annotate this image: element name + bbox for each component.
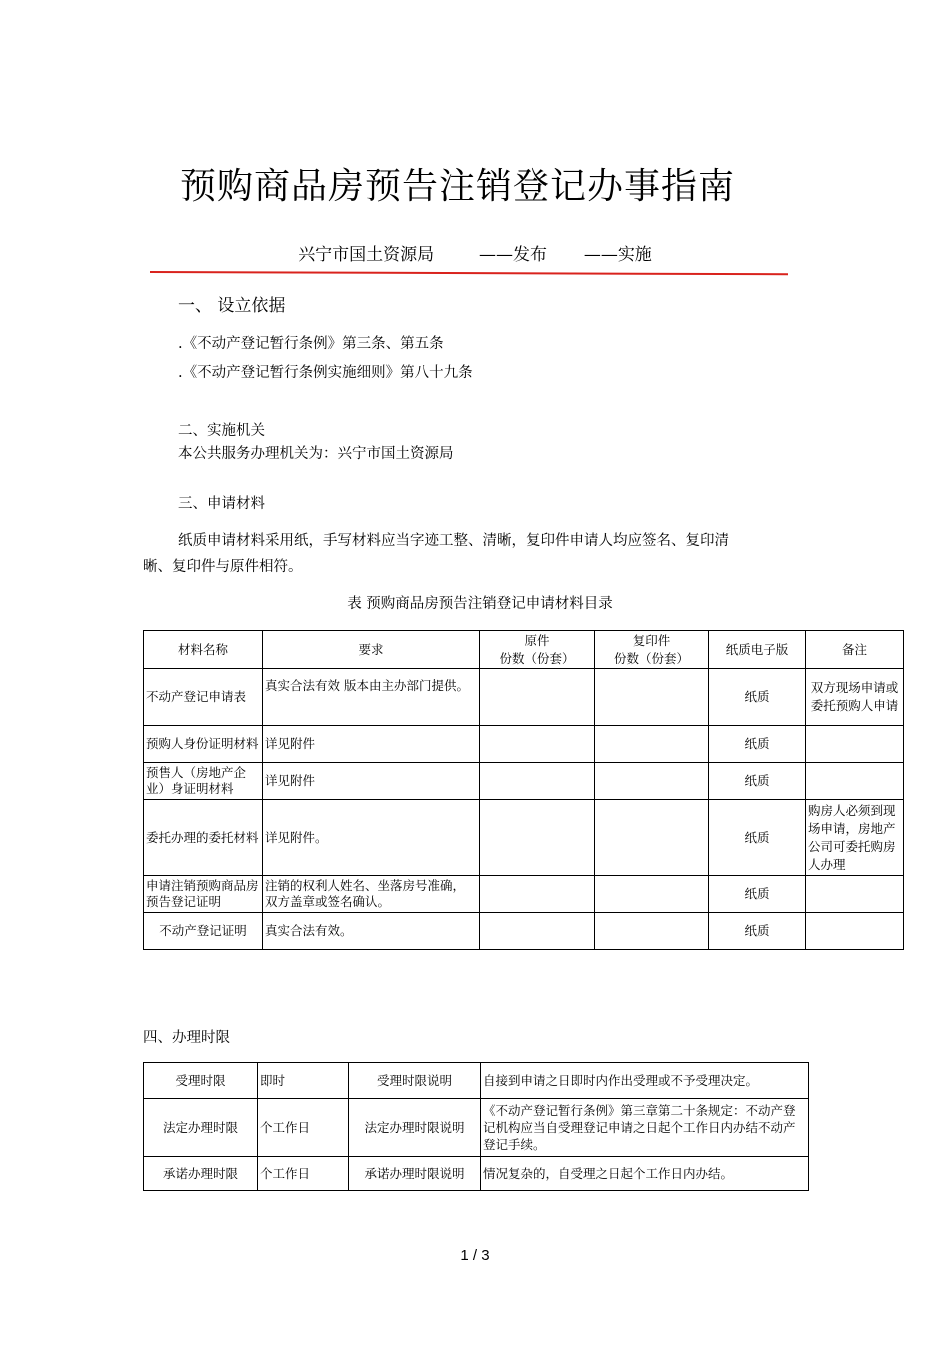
original-count (480, 913, 595, 950)
copy-count (595, 763, 709, 800)
copy-count (595, 913, 709, 950)
material-name: 不动产登记申请表 (144, 669, 263, 726)
material-requirement: 详见附件 (263, 763, 480, 800)
table-header-row (144, 631, 904, 669)
copy-count (595, 669, 709, 726)
copy-count (595, 726, 709, 763)
table-row (144, 800, 904, 876)
time-limit-desc: 自接到申请之日即时内作出受理或不予受理决定。 (481, 1063, 809, 1099)
material-name: 申请注销预购商品房预告登记证明 (144, 876, 263, 913)
time-limit-desc: 《不动产登记暂行条例》第三章第二十条规定：不动产登记机构应当自受理登记申请之日起个工作日内办结不动产登记手续。 (481, 1099, 809, 1157)
time-limit-value: 个工作日 (258, 1099, 349, 1157)
section-2-heading: 二、实施机关 (178, 423, 265, 439)
time-limit-label: 承诺办理时限 (144, 1157, 258, 1191)
time-limit-desc-label: 法定办理时限说明 (349, 1099, 481, 1157)
header-copy-count: 复印件 份数（份套） (595, 631, 709, 669)
agency-text: 本公共服务办理机关为：兴宁市国土资源局 (178, 446, 454, 462)
material-format: 纸质 (709, 669, 806, 726)
material-format: 纸质 (709, 800, 806, 876)
material-note (806, 726, 904, 763)
time-limit-value: 即时 (258, 1063, 349, 1099)
header-note: 备注 (806, 631, 904, 669)
original-count (480, 763, 595, 800)
header-requirement: 要求 (263, 631, 480, 669)
table-caption: 表 预购商品房预告注销登记申请材料目录 (347, 596, 613, 612)
table-row (144, 726, 904, 763)
material-requirement: 真实合法有效。 (263, 913, 480, 950)
materials-table (143, 630, 904, 950)
time-limit-value: 个工作日 (258, 1157, 349, 1191)
issuing-org: 兴宁市国土资源局 (298, 245, 435, 265)
time-limit-desc-label: 受理时限说明 (349, 1063, 481, 1099)
publish-date: ——发布 (479, 245, 547, 265)
materials-paragraph-line-2: 晰、复印件与原件相符。 (143, 559, 303, 575)
material-note: 双方现场申请或委托预购人申请 (806, 669, 904, 726)
material-requirement: 详见附件 (263, 726, 480, 763)
material-name: 不动产登记证明 (144, 913, 263, 950)
document-subtitle (0, 240, 950, 265)
header-format: 纸质电子版 (709, 631, 806, 669)
material-note (806, 763, 904, 800)
document-title: 预购商品房预告注销登记办事指南 (179, 166, 735, 207)
material-name: 预售人（房地产企业）身证明材料 (144, 763, 263, 800)
table-row (144, 763, 904, 800)
header-material-name: 材料名称 (144, 631, 263, 669)
page-number: 1 / 3 (460, 1247, 490, 1264)
red-divider (150, 271, 788, 275)
original-count (480, 669, 595, 726)
table-row (144, 669, 904, 726)
time-limit-label: 受理时限 (144, 1063, 258, 1099)
material-format: 纸质 (709, 913, 806, 950)
material-format: 纸质 (709, 876, 806, 913)
material-name: 预购人身份证明材料 (144, 726, 263, 763)
implement-date: ——实施 (583, 245, 652, 265)
time-limit-table (143, 1062, 809, 1191)
material-format: 纸质 (709, 763, 806, 800)
material-name: 委托办理的委托材料 (144, 800, 263, 876)
table-row (144, 1099, 809, 1157)
copy-count (595, 800, 709, 876)
material-note (806, 876, 904, 913)
table-row (144, 876, 904, 913)
material-requirement: 注销的权利人姓名、坐落房号准确，双方盖章或签名确认。 (263, 876, 480, 913)
section-4-heading: 四、办理时限 (143, 1030, 230, 1046)
table-row (144, 913, 904, 950)
time-limit-desc-label: 承诺办理时限说明 (349, 1157, 481, 1191)
material-format: 纸质 (709, 726, 806, 763)
material-requirement: 详见附件。 (263, 800, 480, 876)
time-limit-desc: 情况复杂的，自受理之日起个工作日内办结。 (481, 1157, 809, 1191)
basis-item-2: .《不动产登记暂行条例实施细则》第八十九条 (178, 365, 473, 381)
material-note: 购房人必须到现场申请，房地产公司可委托购房人办理 (806, 800, 904, 876)
section-3-heading: 三、申请材料 (178, 496, 265, 512)
copy-count (595, 876, 709, 913)
header-original-count: 原件 份数（份套） (480, 631, 595, 669)
materials-paragraph-line-1: 纸质申请材料采用纸，手写材料应当字迹工整、清晰，复印件申请人均应签名、复印清 (178, 533, 729, 549)
basis-item-1: .《不动产登记暂行条例》第三条、第五条 (178, 336, 444, 352)
section-1-heading: 一、 设立依据 (178, 296, 286, 316)
table-row (144, 1157, 809, 1191)
original-count (480, 876, 595, 913)
original-count (480, 726, 595, 763)
material-note (806, 913, 904, 950)
table-row (144, 1063, 809, 1099)
material-requirement: 真实合法有效 版本由主办部门提供。 (263, 669, 480, 726)
original-count (480, 800, 595, 876)
time-limit-label: 法定办理时限 (144, 1099, 258, 1157)
